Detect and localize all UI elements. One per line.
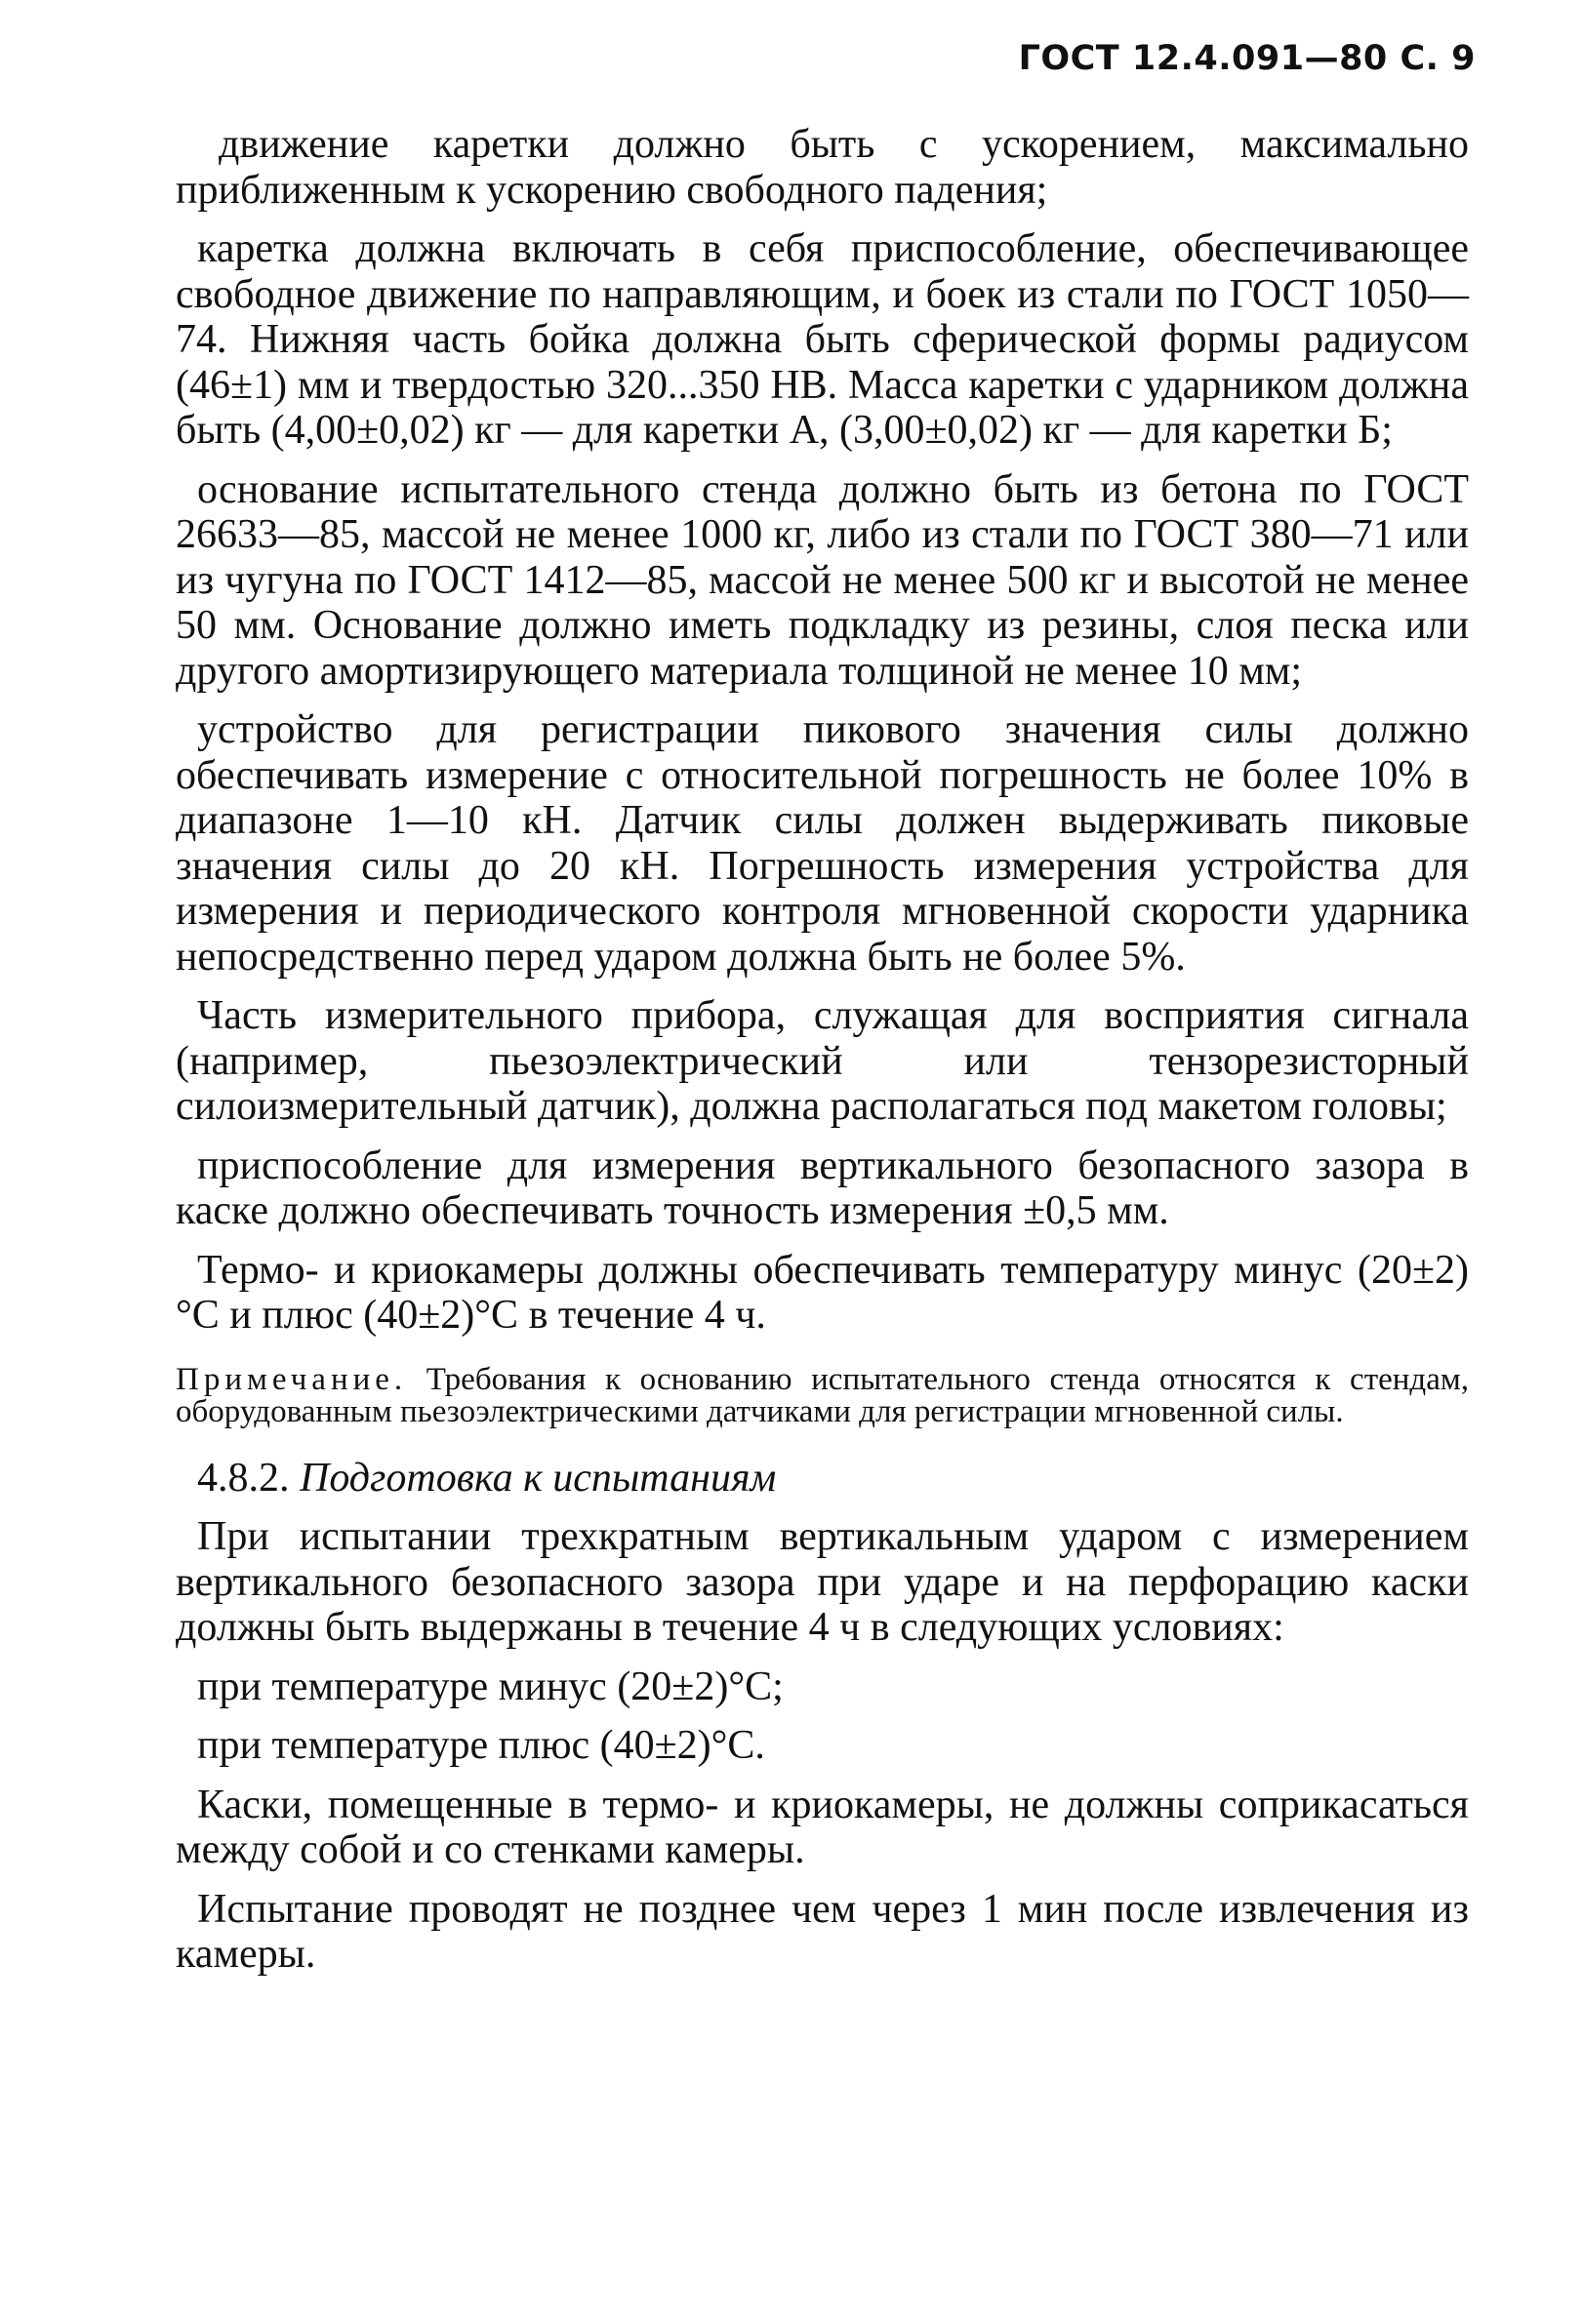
paragraph-carriage-motion: движение каретки должно быть с ускорением, максимально приближенным к ускорению свободного падения; (176, 122, 1469, 213)
paragraph-conditioning-intro: При испытании трехкратным вертикальным ударом с измерением вертикального безопасного зазора при ударе и на перфорацию каски должны быть выдержаны в течение 4 ч в следующих условиях: (176, 1514, 1469, 1650)
section-title: Подготовка к испытаниям (300, 1455, 777, 1501)
condition-cold: при температуре минус (20±2)°С; (197, 1663, 784, 1709)
body-text (176, 122, 1469, 1991)
paragraph-force-recorder: устройство для регистрации пикового значения силы должно обеспечивать измерение с относительной погрешность не более 10% в диапазоне 1—10 кН. Датчик силы должен выдерживать пиковые значения силы до 20 кН. Погрешность измерения устройства для измерения и периодического контроля мгновенной скорости ударника непосредственно перед ударом должна быть не более 5%. (176, 707, 1469, 980)
paragraph-clearance-device: приспособление для измерения вертикального безопасного зазора в каске должно обеспечивать точность измерения ±0,5 мм. (176, 1142, 1469, 1233)
paragraph-test-timing: Испытание проводят не позднее чем через 1 мин после извлечения из камеры. (176, 1886, 1469, 1977)
section-heading (176, 1456, 1469, 1502)
condition-hot: при температуре плюс (40±2)°С. (197, 1723, 765, 1768)
paragraph-measuring-sensor: Часть измерительного прибора, служащая для восприятия сигнала (например, пьезоэлектрический или тензорезисторный силоизмерительный датчик), должна располагаться под макетом головы; (176, 993, 1469, 1129)
note-text: Требования к основанию испытательного стенда относятся к стендам, оборудованным пьезоэлектрическими датчиками для регистрации мгновенной силы. (176, 1361, 1470, 1429)
paragraph-climate-chambers: Термо- и криокамеры должны обеспечивать температуру минус (20±2)°С и плюс (40±2)°С в течение 4 ч. (176, 1247, 1469, 1338)
note-label: Примечание. (176, 1361, 408, 1397)
running-header: ГОСТ 12.4.091—80 С. 9 (1018, 39, 1476, 78)
paragraph-stand-base: основание испытательного стенда должно быть из бетона по ГОСТ 26633—85, массой не менее 1000 кг, либо из стали по ГОСТ 380—71 или из чугуна по ГОСТ 1412—85, массой не менее 500 кг и высотой не менее 50 мм. Основание должно иметь подкладку из резины, слоя песка или другого амортизирующего материала толщиной не менее 10 мм; (176, 466, 1469, 694)
paragraph-helmet-placement: Каски, помещенные в термо- и криокамеры, не должны соприкасаться между собой и со стенками камеры. (176, 1782, 1469, 1872)
note (176, 1361, 1470, 1429)
section-number: 4.8.2. (197, 1455, 290, 1501)
paragraph-carriage-design: каретка должна включать в себя приспособление, обеспечивающее свободное движение по направляющим, и боек из стали по ГОСТ 1050—74. Нижняя часть бойка должна быть сферической формы радиусом (46±1) мм и твердостью 320...350 НВ. Масса каретки с ударником должна быть (4,00±0,02) кг — для каретки А, (3,00±0,02) кг — для каретки Б; (176, 226, 1469, 453)
